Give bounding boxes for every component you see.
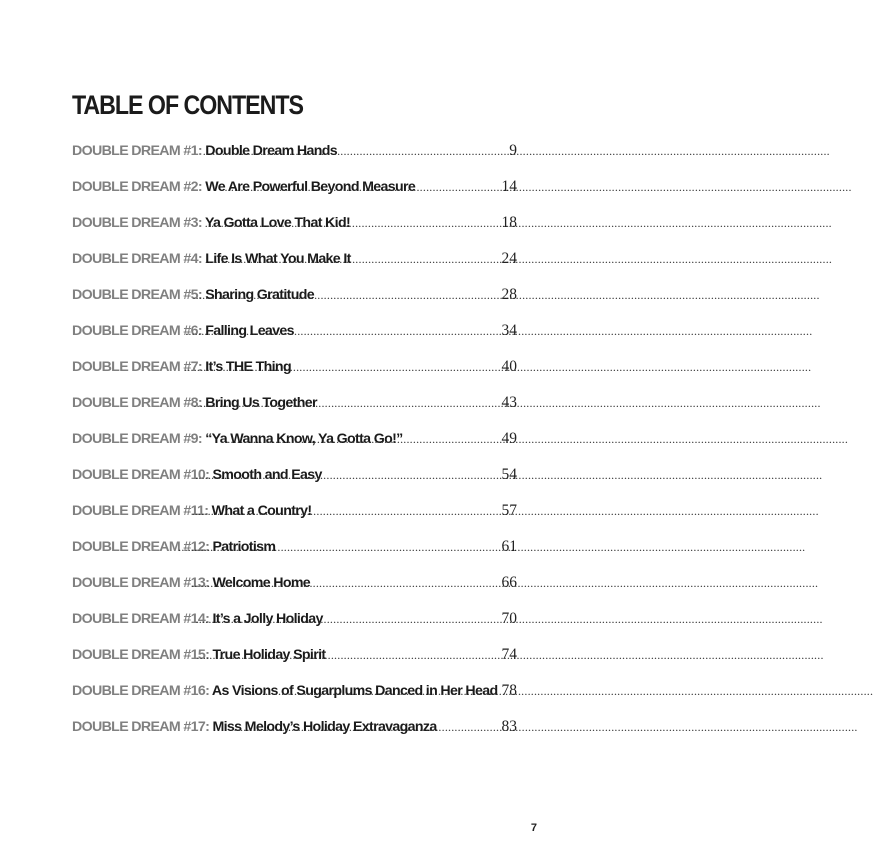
entry-number: DOUBLE DREAM #15: bbox=[72, 647, 210, 663]
dot-leader bbox=[196, 609, 500, 629]
entry-title: Sharing Gratitude bbox=[205, 287, 314, 303]
entry-number: DOUBLE DREAM #14: bbox=[72, 611, 210, 627]
dot-leader bbox=[192, 285, 499, 305]
dot-leader bbox=[205, 249, 500, 269]
toc-entry[interactable] bbox=[72, 465, 517, 501]
entry-title: Life Is What You Make It bbox=[205, 251, 351, 267]
dot-leader bbox=[185, 321, 499, 341]
dot-leader bbox=[195, 465, 499, 485]
toc-entry[interactable] bbox=[72, 681, 517, 717]
entry-label bbox=[72, 609, 323, 629]
entry-number: DOUBLE DREAM #3: bbox=[72, 215, 202, 231]
page-title: TABLE OF CONTENTS bbox=[72, 90, 303, 120]
entry-title: It’s a Jolly Holiday bbox=[212, 611, 323, 627]
dot-leader bbox=[205, 213, 500, 233]
entry-label bbox=[72, 501, 312, 521]
toc-list bbox=[72, 141, 517, 753]
entry-title: Double Dream Hands bbox=[205, 143, 338, 159]
entry-page-number: 61 bbox=[501, 538, 517, 555]
entry-number: DOUBLE DREAM #8: bbox=[72, 395, 202, 411]
entry-page-number: 83 bbox=[501, 718, 517, 735]
entry-title: Falling Leaves bbox=[205, 323, 294, 339]
entry-page-number: 28 bbox=[501, 286, 517, 303]
toc-entry[interactable] bbox=[72, 321, 517, 357]
dot-leader bbox=[203, 141, 508, 161]
entry-number: DOUBLE DREAM #13: bbox=[72, 575, 210, 591]
entry-page-number: 24 bbox=[501, 250, 517, 267]
entry-title: Miss Melody’s Holiday Extravaganza bbox=[212, 719, 437, 735]
entry-number: DOUBLE DREAM #2: bbox=[72, 179, 202, 195]
entry-page-number: 57 bbox=[501, 502, 517, 519]
toc-entry[interactable] bbox=[72, 285, 517, 321]
entry-title: Bring Us Together bbox=[205, 395, 317, 411]
entry-label bbox=[72, 645, 326, 665]
dot-leader bbox=[193, 393, 499, 413]
entry-page-number: 70 bbox=[501, 610, 517, 627]
entry-title: True Holiday Spirit bbox=[212, 647, 326, 663]
entry-number: DOUBLE DREAM #5: bbox=[72, 287, 202, 303]
entry-number: DOUBLE DREAM #1: bbox=[72, 143, 202, 159]
entry-label bbox=[72, 465, 322, 485]
entry-page-number: 74 bbox=[501, 646, 517, 663]
entry-label bbox=[72, 321, 294, 341]
entry-page-number: 40 bbox=[501, 358, 517, 375]
entry-label bbox=[72, 573, 311, 593]
toc-entry[interactable] bbox=[72, 249, 517, 285]
entry-title: Welcome Home bbox=[212, 575, 311, 591]
entry-number: DOUBLE DREAM #9: bbox=[72, 431, 202, 447]
entry-title: Patriotism bbox=[212, 539, 276, 555]
entry-label bbox=[72, 717, 437, 737]
entry-title: “Ya Wanna Know, Ya Gotta Go!” bbox=[205, 431, 403, 447]
dot-leader bbox=[178, 537, 499, 557]
entry-title: Smooth and Easy bbox=[212, 467, 322, 483]
entry-title: What a Country! bbox=[211, 503, 312, 519]
dot-leader bbox=[224, 177, 499, 197]
toc-entry[interactable] bbox=[72, 609, 517, 645]
dot-leader bbox=[246, 681, 500, 701]
entry-label bbox=[72, 357, 291, 377]
entry-number: DOUBLE DREAM #17: bbox=[72, 719, 210, 735]
toc-entry[interactable] bbox=[72, 177, 517, 213]
entry-label bbox=[72, 141, 338, 161]
dot-leader bbox=[192, 501, 500, 521]
toc-entry[interactable] bbox=[72, 501, 517, 537]
entry-title: As Visions of Sugarplums Danced in Her Head bbox=[211, 683, 498, 699]
entry-number: DOUBLE DREAM #11: bbox=[72, 503, 209, 519]
entry-label bbox=[72, 393, 317, 413]
entry-label bbox=[72, 681, 498, 701]
entry-page-number: 14 bbox=[501, 178, 517, 195]
entry-title: It’s THE Thing bbox=[205, 359, 291, 375]
entry-number: DOUBLE DREAM #12: bbox=[72, 539, 210, 555]
entry-page-number: 78 bbox=[501, 682, 517, 699]
toc-entry[interactable] bbox=[72, 213, 517, 249]
entry-page-number: 43 bbox=[501, 394, 517, 411]
entry-number: DOUBLE DREAM #7: bbox=[72, 359, 202, 375]
dot-leader bbox=[184, 357, 499, 377]
entry-number: DOUBLE DREAM #10: bbox=[72, 467, 210, 483]
entry-label bbox=[72, 213, 351, 233]
entry-page-number: 9 bbox=[509, 142, 517, 159]
dot-leader bbox=[221, 429, 500, 449]
entry-page-number: 18 bbox=[501, 214, 517, 231]
entry-label bbox=[72, 285, 314, 305]
entry-title: Ya Gotta Love That Kid! bbox=[204, 215, 351, 231]
toc-entry[interactable] bbox=[72, 573, 517, 609]
entry-number: DOUBLE DREAM #16: bbox=[72, 683, 210, 699]
toc-entry[interactable] bbox=[72, 537, 517, 573]
toc-entry[interactable] bbox=[72, 717, 517, 753]
entry-label bbox=[72, 537, 276, 557]
toc-entry[interactable] bbox=[72, 645, 517, 681]
entry-page-number: 54 bbox=[501, 466, 517, 483]
entry-number: DOUBLE DREAM #4: bbox=[72, 251, 202, 267]
entry-label bbox=[72, 177, 416, 197]
dot-leader bbox=[230, 717, 499, 737]
entry-label bbox=[72, 429, 403, 449]
toc-entry[interactable] bbox=[72, 429, 517, 465]
page-number: 7 bbox=[530, 822, 537, 834]
entry-label bbox=[72, 249, 351, 269]
entry-page-number: 66 bbox=[501, 574, 517, 591]
toc-entry[interactable] bbox=[72, 141, 517, 177]
entry-page-number: 49 bbox=[501, 430, 517, 447]
dot-leader bbox=[196, 645, 499, 665]
toc-entry[interactable] bbox=[72, 357, 517, 393]
entry-title: We Are Powerful Beyond Measure bbox=[205, 179, 416, 195]
toc-entry[interactable] bbox=[72, 393, 517, 429]
dot-leader bbox=[191, 573, 499, 593]
entry-number: DOUBLE DREAM #6: bbox=[72, 323, 202, 339]
entry-page-number: 34 bbox=[501, 322, 517, 339]
